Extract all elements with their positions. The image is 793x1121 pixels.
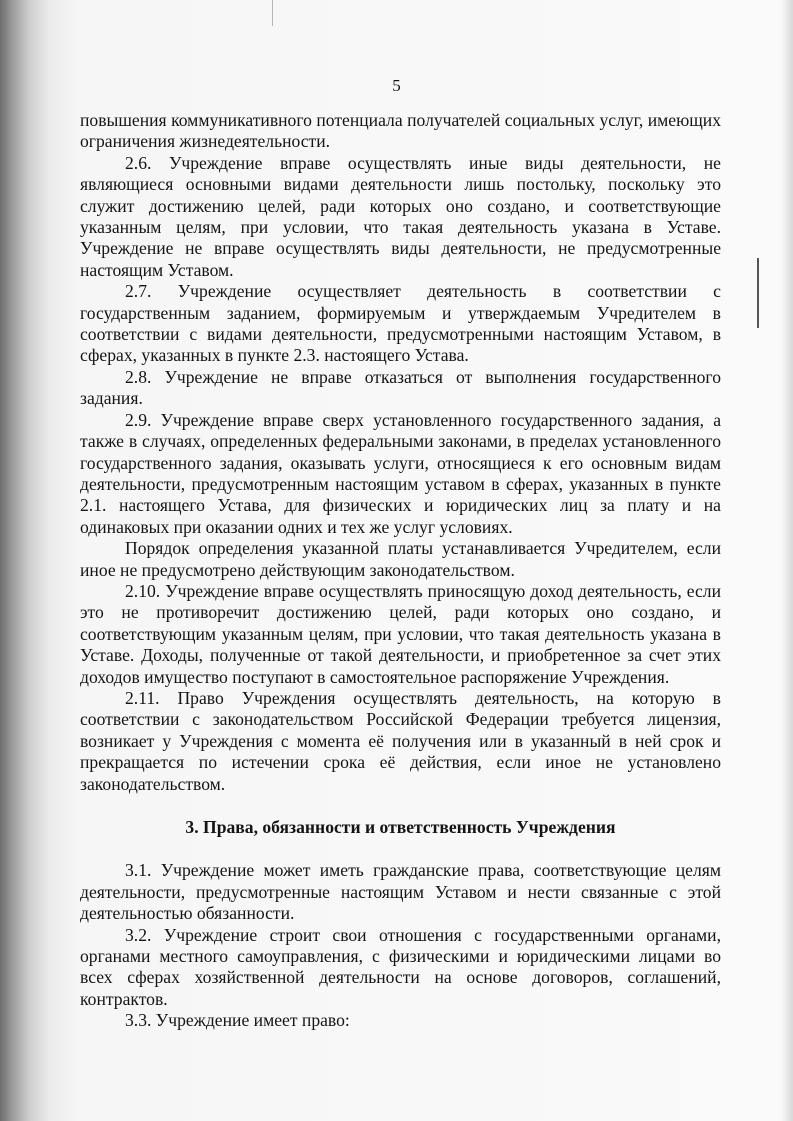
margin-pen-mark (757, 258, 759, 328)
paragraph-2-9: 2.9. Учреждение вправе сверх установленного государственного задания, а также в случаях, определенных федеральными законами, в пределах установленного государственного задания, оказывать услуги, относящиеся к его основным видам деятельности, предусмотренным настоящим уставом в сферах, указанных в пункте 2.1. настоящего Устава, для физических и юридических лиц за плату и на одинаковых при оказании одних и тех же услуг условиях. (80, 409, 721, 537)
paragraph-2-6: 2.6. Учреждение вправе осуществлять иные виды деятельности, не являющиеся основными видами деятельности лишь постольку, поскольку это служит достижению целей, ради которых оно создано, и соответствующие указанным целям, при условии, что такая деятельность указана в Уставе. Учреждение не вправе осуществлять виды деятельности, не предусмотренные настоящим Уставом. (80, 152, 721, 280)
paragraph-2-10: 2.10. Учреждение вправе осуществлять приносящую доход деятельность, если это не противоречит достижению целей, ради которых оно создано, и соответствующим указанным целям, при условии, что такая деятельность указана в Уставе. Доходы, полученные от такой деятельности, и приобретенное за счет этих доходов имущество поступают в самостоятельное распоряжение Учреждения. (80, 580, 721, 687)
paragraph-3-2: 3.2. Учреждение строит свои отношения с государственными органами, органами местного самоуправления, с физическими и юридическими лицами во всех сферах хозяйственной деятельности на основе договоров, соглашений, контрактов. (80, 924, 721, 1009)
paragraph-2-8: 2.8. Учреждение не вправе отказаться от выполнения государственного задания. (80, 366, 721, 409)
paragraph-2-7: 2.7. Учреждение осуществляет деятельность в соответствии с государственным заданием, формируемым и утверждаемым Учредителем в соответствии с видами деятельности, предусмотренными настоящим Уставом, в сферах, указанных в пункте 2.3. настоящего Устава. (80, 281, 721, 366)
section-3-heading: 3. Права, обязанности и ответственность Учреждения (185, 817, 616, 837)
paragraph-2-9-payment-order: Порядок определения указанной платы устанавливается Учредителем, если иное не предусмотрено действующим законодательством. (80, 538, 721, 580)
paragraph-2-11: 2.11. Право Учреждения осуществлять деятельность, на которую в соответствии с законодательством Российской Федерации требуется лицензия, возникает у Учреждения с момента её получения или в указанный в ней срок и прекращается по истечении срока её действия, если иное не установлено законодательством. (80, 687, 721, 794)
continuation-paragraph: повышения коммуникативного потенциала получателей социальных услуг, имеющих ограничения жизнедеятельности. (80, 110, 721, 152)
document-body (80, 110, 721, 1032)
scan-edge-mark (272, 0, 273, 26)
paragraph-3-3: 3.3. Учреждение имеет право: (125, 1010, 350, 1031)
paragraph-3-1: 3.1. Учреждение может иметь гражданские права, соответствующие целям деятельности, предусмотренные настоящим Уставом и нести связанные с этой деятельностью обязанности. (80, 860, 721, 924)
page-number: 5 (392, 76, 401, 95)
